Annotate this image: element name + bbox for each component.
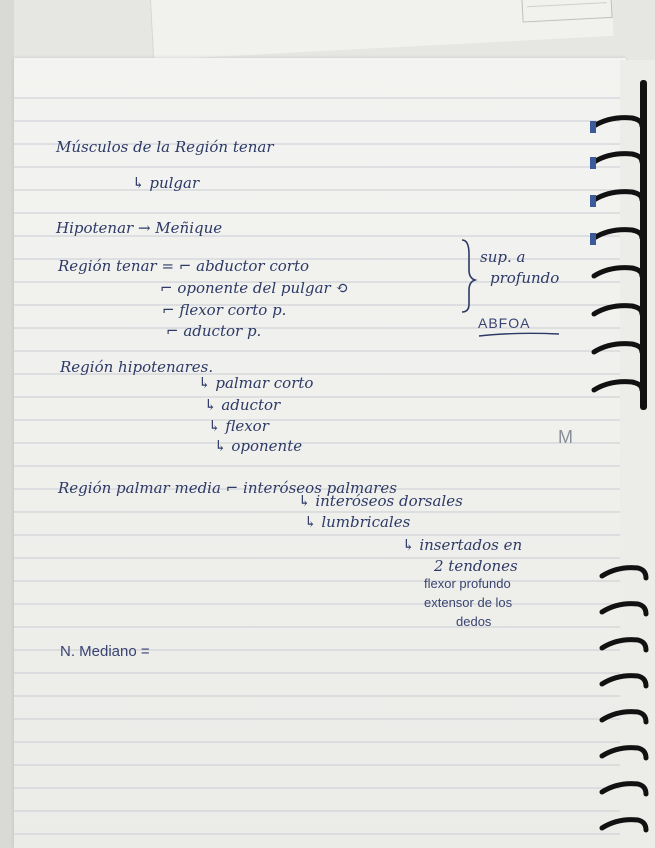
note-hipotenar: Hipotenar → Meñique	[56, 219, 223, 237]
note-pulgar: ↳ pulgar	[132, 174, 200, 192]
back-sheet	[150, 0, 614, 60]
margin-mark: M	[558, 427, 573, 447]
note-region-palmar: Región palmar media ⌐ interóseos palmares	[58, 479, 397, 497]
note-titulo: Músculos de la Región tenar	[56, 138, 274, 156]
note-aductor: ⌐ aductor p.	[166, 322, 262, 340]
curly-brace	[462, 240, 475, 312]
note-oponente-pulgar: ⌐ oponente del pulgar ⟲	[160, 279, 349, 297]
ring-hole-1	[590, 121, 596, 133]
note-abfoa: ABFOA	[478, 315, 531, 331]
note-lumbricales: ↳ lumbricales	[304, 513, 411, 531]
note-region-hipotenares: Región hipotenares.	[60, 358, 214, 376]
note-region-tenar: Región tenar = ⌐ abductor corto	[58, 257, 310, 275]
ruled-lines	[14, 58, 626, 848]
ring-hole-4	[590, 233, 596, 245]
note-oponente-hipo: ↳ oponente	[214, 437, 303, 455]
binding-spine	[640, 80, 647, 410]
note-aductor-hipo: ↳ aductor	[204, 396, 281, 414]
spiral-binding	[580, 0, 655, 848]
note-tendones: 2 tendones	[434, 557, 518, 575]
note-dedos: dedos	[456, 614, 492, 629]
note-palmar-corto: ↳ palmar corto	[198, 374, 314, 392]
ring-hole-2	[590, 157, 596, 169]
note-n-mediano: N. Mediano =	[60, 643, 150, 660]
note-profundo: profundo	[490, 269, 560, 287]
abfoa-underline	[479, 333, 559, 336]
note-flexor-corto: ⌐ flexor corto p.	[162, 301, 287, 319]
notebook-page	[14, 58, 626, 848]
note-flexor-profundo: flexor profundo	[424, 576, 511, 591]
note-sup-a: sup. a	[480, 248, 526, 266]
ring-hole-3	[590, 195, 596, 207]
page-edge	[0, 0, 14, 848]
note-extensor: extensor de los	[424, 595, 513, 610]
note-interoseos-dorsales: ↳ interóseos dorsales	[298, 492, 463, 510]
note-flexor-hipo: ↳ flexor	[208, 417, 269, 435]
note-insertados: ↳ insertados en	[402, 536, 523, 554]
